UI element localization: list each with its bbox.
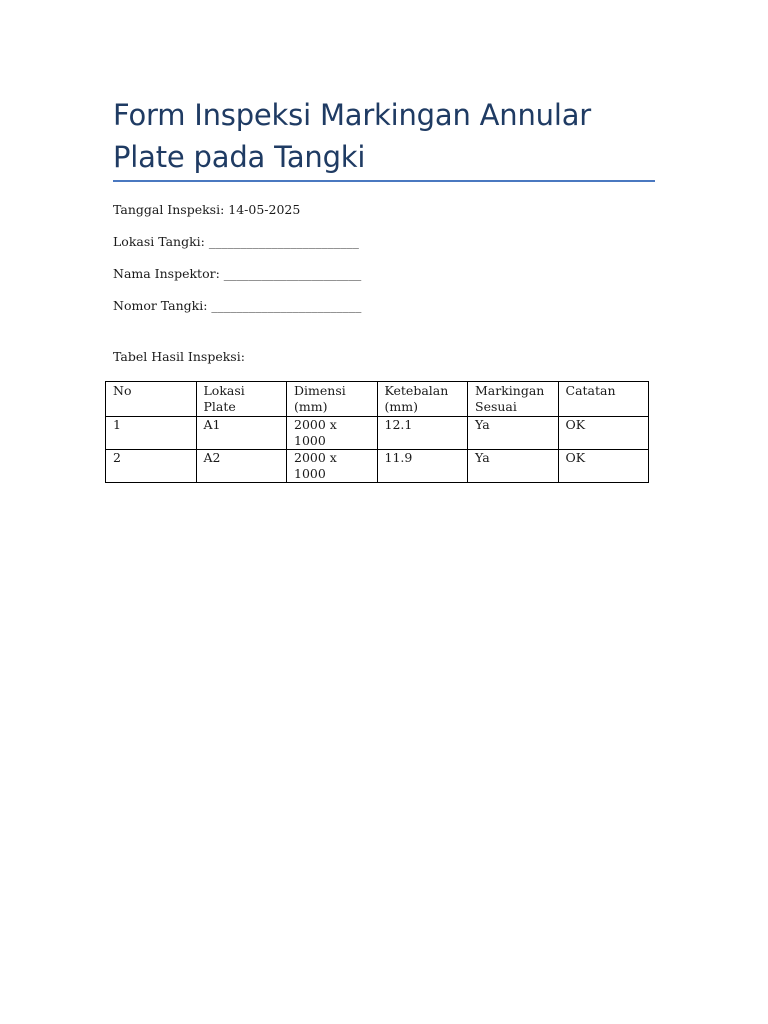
cell-thickness: 12.1 xyxy=(377,417,468,450)
cell-marking-match: Ya xyxy=(468,450,559,483)
header-notes: Catatan xyxy=(558,382,649,417)
table-row xyxy=(106,450,649,483)
document-title: Form Inspeksi Markingan Annular Plate pada Tangki xyxy=(113,98,591,174)
inspection-date-field: Tanggal Inspeksi: 14-05-2025 xyxy=(113,202,301,217)
cell-no: 1 xyxy=(106,417,197,450)
cell-no: 2 xyxy=(106,450,197,483)
title-underline xyxy=(113,180,655,182)
cell-dimension: 2000 x 1000 xyxy=(287,417,378,450)
header-dimension: Dimensi (mm) xyxy=(287,382,378,417)
table-row xyxy=(106,417,649,450)
inspector-name-field: Nama Inspektor: ______________________ xyxy=(113,266,362,281)
tank-location-field: Lokasi Tangki: ________________________ xyxy=(113,234,359,249)
cell-thickness: 11.9 xyxy=(377,450,468,483)
table-label: Tabel Hasil Inspeksi: xyxy=(113,349,245,364)
cell-notes: OK xyxy=(558,417,649,450)
cell-notes: OK xyxy=(558,450,649,483)
cell-plate-location: A2 xyxy=(196,450,287,483)
cell-plate-location: A1 xyxy=(196,417,287,450)
header-plate-location: Lokasi Plate xyxy=(196,382,287,417)
header-marking-match: Markingan Sesuai xyxy=(468,382,559,417)
header-thickness: Ketebalan (mm) xyxy=(377,382,468,417)
cell-marking-match: Ya xyxy=(468,417,559,450)
inspection-results-table xyxy=(105,381,649,483)
cell-dimension: 2000 x 1000 xyxy=(287,450,378,483)
header-no: No xyxy=(106,382,197,417)
tank-number-field: Nomor Tangki: ________________________ xyxy=(113,298,362,313)
table-header-row xyxy=(106,382,649,417)
